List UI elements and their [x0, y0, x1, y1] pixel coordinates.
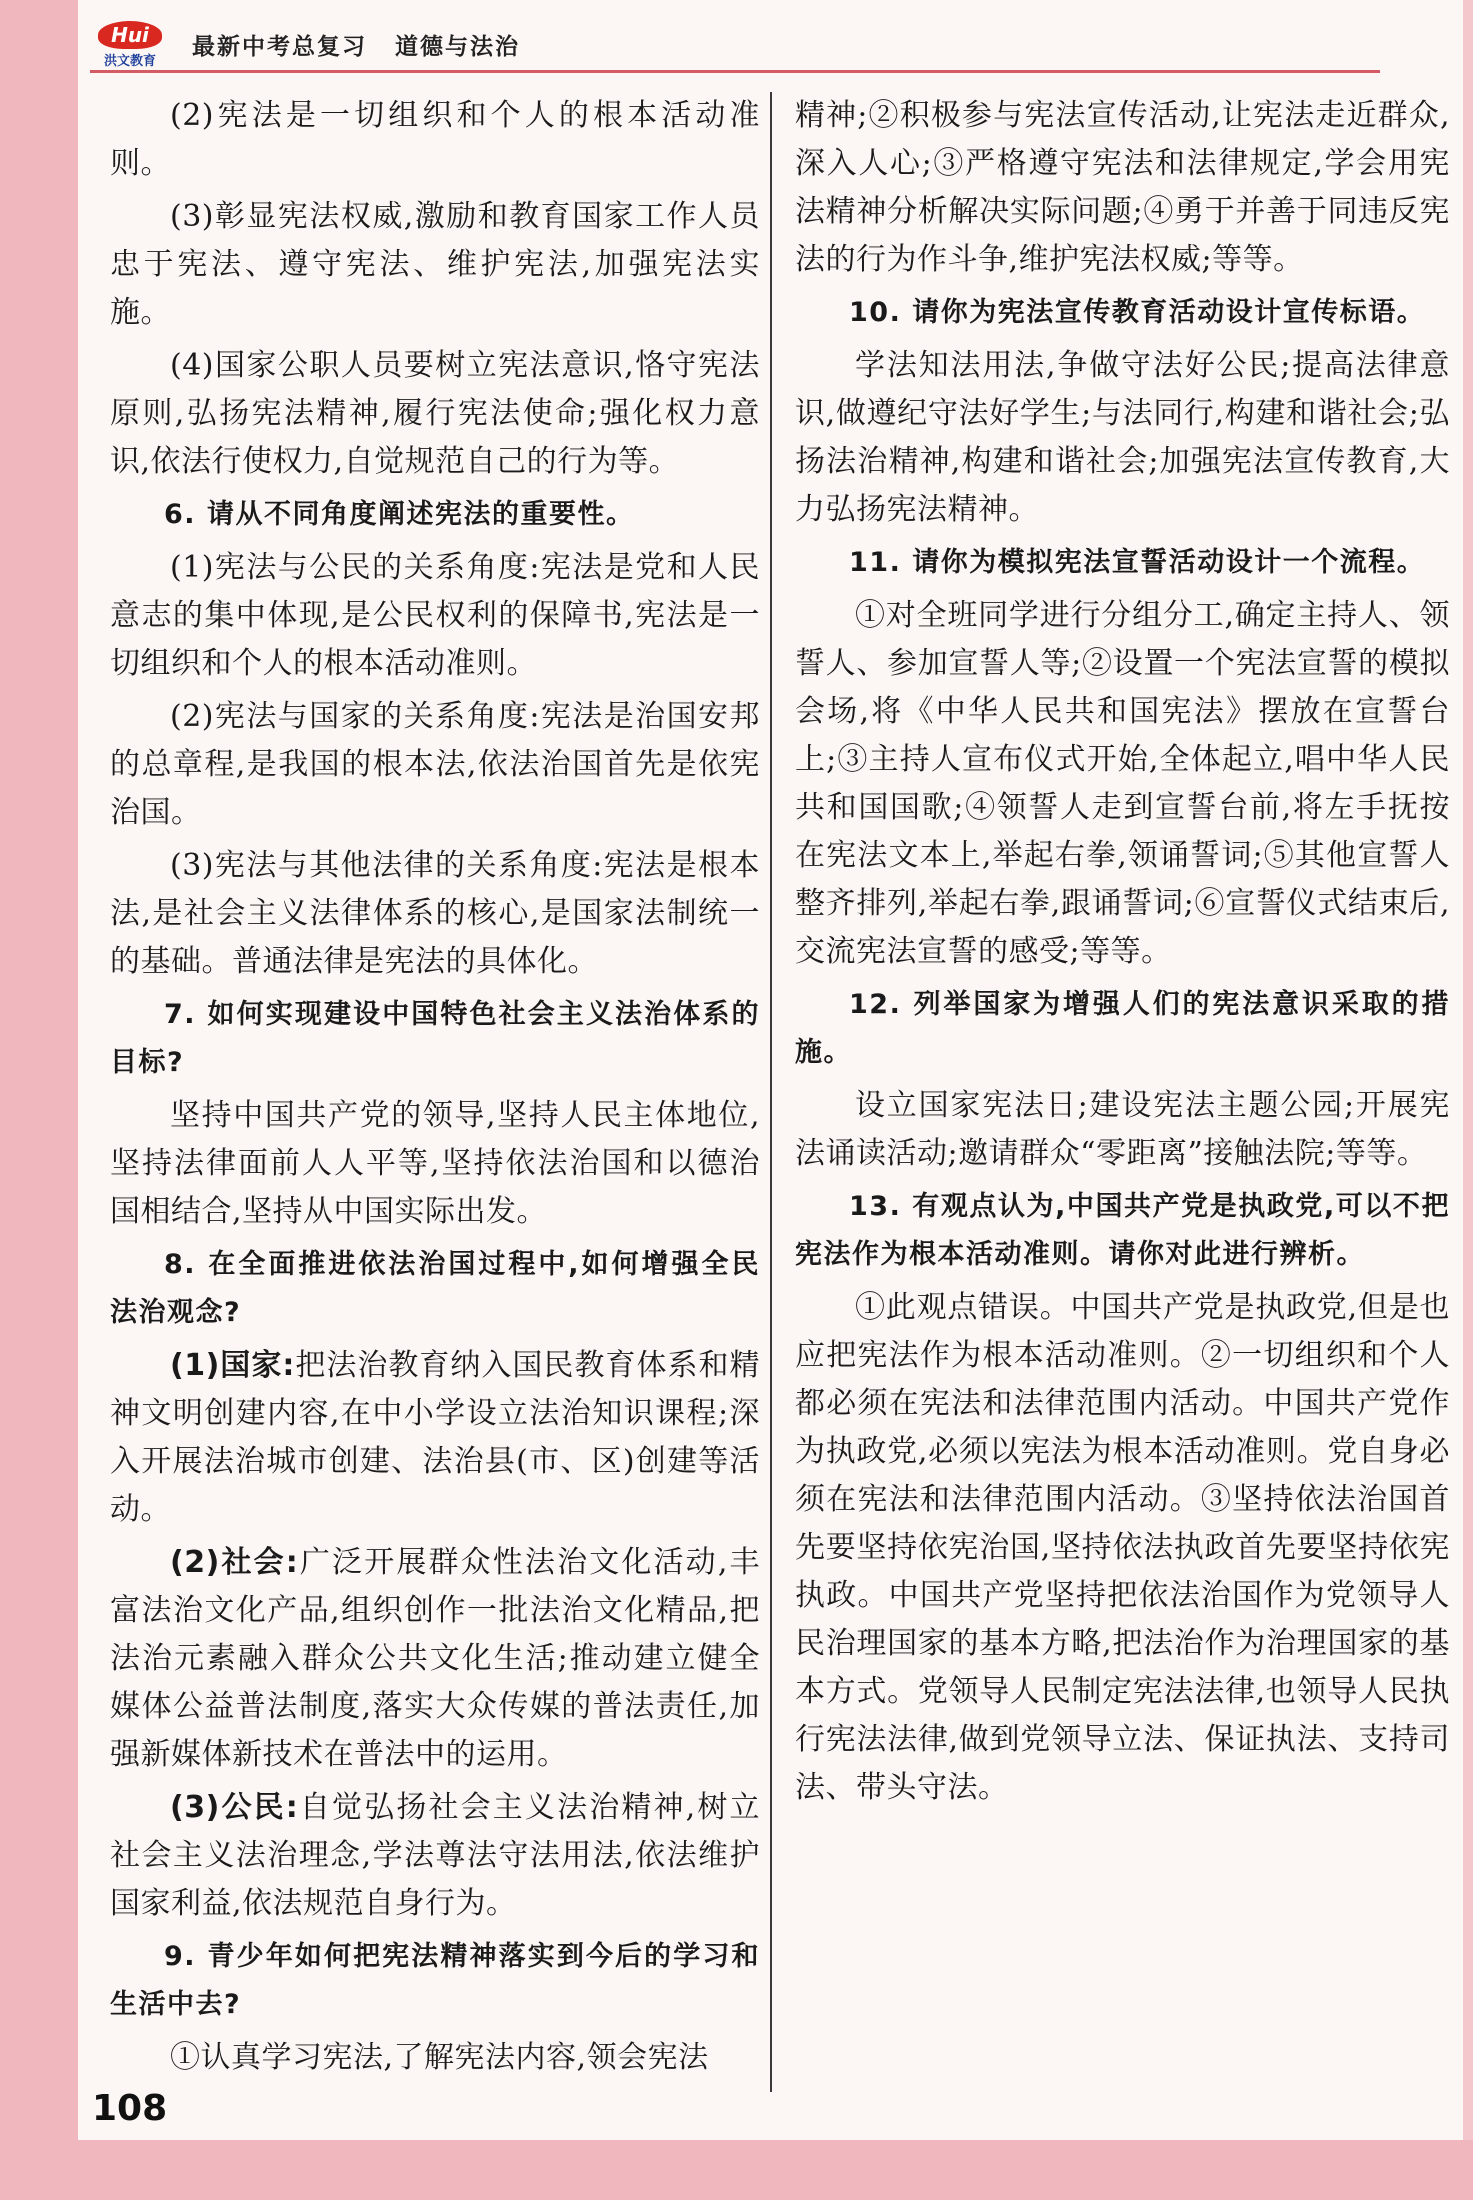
answer-12: 设立国家宪法日;建设宪法主题公园;开展宪法诵读活动;邀请群众“零距离”接触法院;等等。 [795, 1088, 1450, 1171]
logo-caption: 洪文教育 [103, 54, 156, 69]
question-12: 12. 列举国家为增强人们的宪法意识采取的措施。 [795, 989, 1450, 1068]
page-edge-right [1463, 0, 1473, 2200]
question-11: 11. 请你为模拟宪法宣誓活动设计一个流程。 [849, 547, 1426, 578]
page-edge-bottom [0, 2140, 1473, 2200]
question-10: 10. 请你为宪法宣传教育活动设计宣传标语。 [849, 297, 1426, 328]
right-column [795, 92, 1450, 1817]
answer-lead: (3)公民: [170, 1790, 299, 1825]
question-8: 8. 在全面推进依法治国过程中,如何增强全民法治观念? [110, 1249, 760, 1328]
answer-6-2: (2)宪法与国家的关系角度:宪法是治国安邦的总章程,是我国的根本法,依法治国首先是依宪治国。 [110, 699, 760, 830]
question-6: 6. 请从不同角度阐述宪法的重要性。 [164, 499, 635, 530]
answer-6-1: (1)宪法与公民的关系角度:宪法是党和人民意志的集中体现,是公民权利的保障书,宪法是一切组织和个人的根本活动准则。 [110, 550, 760, 681]
answer-9-start: ①认真学习宪法,了解宪法内容,领会宪法 [170, 2040, 709, 2075]
answer-11: ①对全班同学进行分组分工,确定主持人、领誓人、参加宣誓人等;②设置一个宪法宣誓的模拟会场,将《中华人民共和国宪法》摆放在宣誓台上;③主持人宣布仪式开始,全体起立,唱中华人民共和国国歌;④领誓人走到宣誓台前,将左手抚按在宪法文本上,举起右拳,领诵誓词;⑤其他宣誓人整齐排列,举起右拳,跟诵誓词;⑥宣誓仪式结束后,交流宪法宣誓的感受;等等。 [795, 598, 1450, 969]
answer-text: 自觉弘扬社会主义法治精神,树立社会主义法治理念,学法尊法守法用法,依法维护国家利益,依法规范自身行为。 [110, 1790, 760, 1921]
question-13: 13. 有观点认为,中国共产党是执政党,可以不把宪法作为根本活动准则。请你对此进行辨析。 [795, 1191, 1450, 1270]
publisher-logo [90, 21, 170, 67]
page-header [90, 18, 1390, 70]
answer-text: 广泛开展群众性法治文化活动,丰富法治文化产品,组织创作一批法治文化精品,把法治元素融入群众公共文化生活;推动建立健全媒体公益普法制度,落实大众传媒的普法责任,加强新媒体新技术在普法中的运用。 [110, 1545, 760, 1772]
answer-lead: (2)社会: [170, 1545, 299, 1580]
column-divider [770, 92, 772, 2092]
header-rule [90, 70, 1380, 73]
answer-lead: (1)国家: [170, 1348, 295, 1383]
book-title: 最新中考总复习 [192, 33, 367, 60]
answer-7: 坚持中国共产党的领导,坚持人民主体地位,坚持法律面前人人平等,坚持依法治国和以德治国相结合,坚持从中国实际出发。 [110, 1098, 760, 1229]
answer-8-3 [110, 1784, 760, 1928]
page-edge-left [0, 0, 78, 2200]
answer-8-2 [110, 1539, 760, 1779]
page-number: 108 [92, 2088, 168, 2129]
answer-8-1 [110, 1342, 760, 1534]
paragraph: (2)宪法是一切组织和个人的根本活动准则。 [110, 98, 760, 181]
question-9: 9. 青少年如何把宪法精神落实到今后的学习和生活中去? [110, 1941, 760, 2020]
paragraph: (4)国家公职人员要树立宪法意识,恪守宪法原则,弘扬宪法精神,履行宪法使命;强化权力意识,依法行使权力,自觉规范自己的行为等。 [110, 348, 760, 479]
answer-10: 学法知法用法,争做守法好公民;提高法律意识,做遵纪守法好学生;与法同行,构建和谐社会;弘扬法治精神,构建和谐社会;加强宪法宣传教育,大力弘扬宪法精神。 [795, 348, 1450, 527]
logo-mark: Hui [98, 21, 162, 49]
question-7: 7. 如何实现建设中国特色社会主义法治体系的目标? [110, 999, 760, 1078]
subject-title: 道德与法治 [395, 33, 520, 60]
paragraph: (3)彰显宪法权威,激励和教育国家工作人员忠于宪法、遵守宪法、维护宪法,加强宪法实施。 [110, 199, 760, 330]
answer-text: 把法治教育纳入国民教育体系和精神文明创建内容,在中小学设立法治知识课程;深入开展法治城市创建、法治县(市、区)创建等活动。 [110, 1348, 760, 1527]
answer-13: ①此观点错误。中国共产党是执政党,但是也应把宪法作为根本活动准则。②一切组织和个人都必须在宪法和法律范围内活动。中国共产党作为执政党,必须以宪法为根本活动准则。党自身必须在宪法和法律范围内活动。③坚持依法治国首先要坚持依宪治国,坚持依法执政首先要坚持依宪执政。中国共产党坚持把依法治国作为党领导人民治理国家的基本方略,把法治作为治理国家的基本方式。党领导人民制定宪法法律,也领导人民执行宪法法律,做到党领导立法、保证执法、支持司法、带头守法。 [795, 1290, 1450, 1805]
answer-9-end: 精神;②积极参与宪法宣传活动,让宪法走近群众,深入人心;③严格遵守宪法和法律规定,学会用宪法精神分析解决实际问题;④勇于并善于同违反宪法的行为作斗争,维护宪法权威;等等。 [795, 98, 1450, 277]
answer-6-3: (3)宪法与其他法律的关系角度:宪法是根本法,是社会主义法律体系的核心,是国家法制统一的基础。普通法律是宪法的具体化。 [110, 848, 760, 979]
left-column [110, 92, 760, 2087]
